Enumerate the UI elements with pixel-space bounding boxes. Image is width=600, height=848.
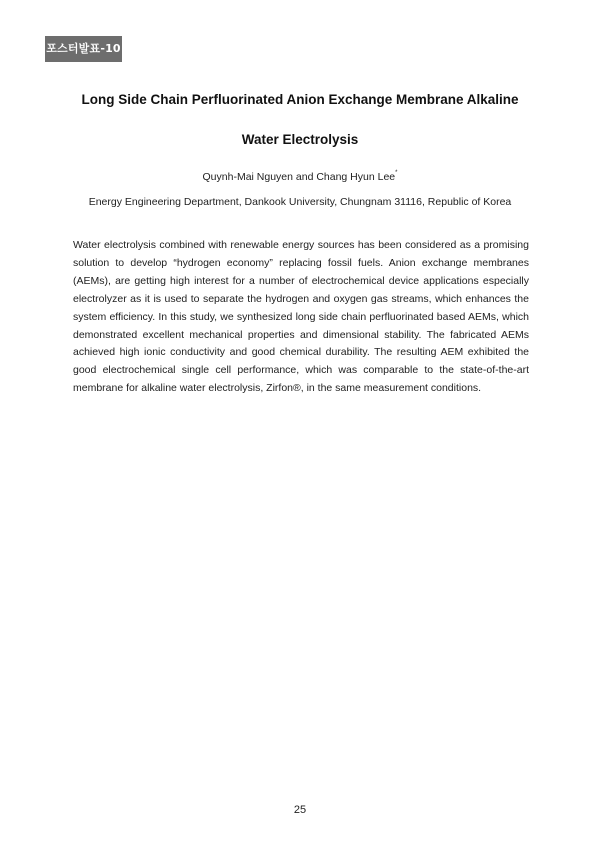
page-number: 25 [293,804,307,816]
paper-title-line-2: Water Electrolysis [241,132,359,147]
corresponding-author-mark: * [395,170,398,176]
session-badge: 포스터발표-10 [45,36,122,62]
affiliation: Energy Engineering Department, Dankook University, Chungnam 31116, Republic of Korea [88,196,512,208]
authors: Quynh-Mai Nguyen and Chang Hyun Lee [202,171,396,183]
abstract-text: Water electrolysis combined with renewable energy sources has been considered as a promising solution to develop “hydrogen economy” replacing fossil fuels. Anion exchange membranes (AEMs), are getting high interest for a number of electrochemical device applications especially electrolyzer as it is used to separate the hydrogen and oxygen gas streams, which enhances the system efficiency. In this study, we synthesized long side chain perfluorinated based AEMs, which demonstrated excellent mechanical properties and dimensional stability. The fabricated AEMs achieved high ionic conductivity and good chemical durability. The resulting AEM exhibited the good electrochemical single cell performance, which was comparable to the state-of-the-art membrane for alkaline water electrolysis, Zirfon®, in the same measurement conditions. [73,239,529,395]
paper-title-line-1: Long Side Chain Perfluorinated Anion Exchange Membrane Alkaline [81,92,519,107]
author-line [50,171,550,183]
